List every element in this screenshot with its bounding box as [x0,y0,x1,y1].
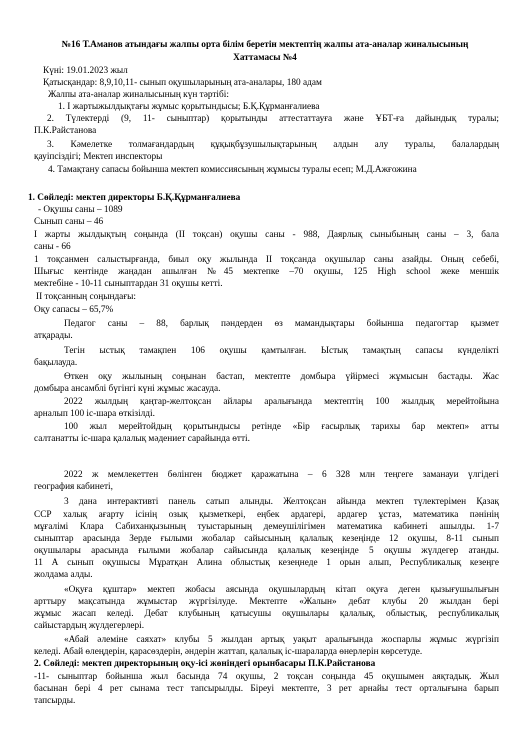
paragraph-cont: Шығыс кентінде жаңадан ашылған №45 мектепке –70 оқушы, 125 High school жеке меншік [34,267,499,277]
paragraph: 2022 ж мемлекеттен бөлінген бюджет қаражатына – 6 328 млн теңгеге заманауи үлгідегі [64,470,499,480]
agenda-item-4: 4. Тамақтану сапасы бойынша мектеп комиссиясының жұмысы туралы есеп; М.Д.Ажғожина [48,165,417,175]
paragraph-cont: арналып 100 іс-шара өткізілді. [34,409,155,419]
paragraph: 3 дана интерактивті панель сатып алынды. Желтоқсан айында мектеп түлектерімен Қазақ [64,497,499,507]
paragraph: І жарты жылдықтың соңында (ІІ тоқсан) оқушы саны - 988, Даярлық сыныбының саны – 3, бала [34,230,499,240]
paragraph-cont: бақылауда. [34,358,78,368]
protocol-title: №16 Т.Аманов атындағы жалпы орта білім беретін мектептің жалпы ата-аналар жиналысының [61,40,469,50]
paragraph-cont: сыныптар арасында Зерде ғылыми жобалар сайысының қалалық кезеңінде 12 оқушы, 8-11 сынып [34,534,499,544]
paragraph-cont: домбыра ансамблі бүгінгі күні жұмыс жасауда. [34,384,221,394]
meeting-date: Күні: 19.01.2023 жыл [43,66,128,76]
agenda-item-2: 2. Түлектерді (9, 11- сыныптар) қорытынды аттестаттауға және ҰБТ-ға дайындық туралы; [47,114,499,124]
paragraph-cont: саны - 66 [34,242,71,252]
paragraph: -11- сыныптар бойынша жыл басында 74 оқушы, 2 тоқсан соңында 45 оқушымен аяқтадық. Жыл [34,672,499,682]
paragraph-cont: 11 А сынып оқушысы Мұратқан Алина облыстық кезеңнеде 1 орын алып, Республикалық кезеңге [34,558,499,568]
agenda-item-3-cont: қауіпсіздігі; Мектеп инспекторы [34,152,163,162]
paragraph-cont: салтанатты іс-шара қалалық мәдениет сарайында өтті. [34,434,250,444]
paragraph: Педагог саны – 88, барлық пәндерден өз мамандықтары бойынша педагогтар қызмет [64,319,499,329]
paragraph: «Абай әлеміне саяхат» клубы 5 жылдан артық уақыт аралығында жоспарлы жұмыс жүргізіп [64,635,499,645]
paragraph-cont: оқушылары арасында ғылыми жобалар сайысында қалалық кезеңінде 5 оқушы жүлдегер атанды. [34,546,499,556]
paragraph: 1 тоқсанмен салыстырғанда, биыл оқу жылында ІІ тоқсанда оқушылар саны азайды. Оның себебі, [34,255,499,265]
paragraph-cont: сайыстардың жүлдегерлері. [34,621,145,631]
agenda-heading: Жалпы ата-аналар жиналысының күн тәртібі: [48,90,229,100]
section-2-heading: 2. Сөйледі: мектеп директорының оқу-ісі жөніндегі орынбасары П.К.Райстанова [34,659,376,669]
quarter-heading: ІІ тоқсанның соңындағы: [36,292,136,302]
agenda-item-3: 3. Кәмелетке толмағандардың құқықбұзушылықтарының алдын алу туралы, балалардың [47,140,499,150]
paragraph: «Оқуға құштар» мектеп жобасы аясында оқушылардың кітап оқуға деген қызығушылығын [64,585,499,595]
paragraph-cont: мұғалімі Клара Сабиханқызының туыстарының демеушілігімен математика кабинеті ашылды. 1-7 [34,522,499,532]
paragraph-cont: арттыру мақсатында жұмыстар жүргізілуде. Мектепте «Жалын» дебат клубы 20 жылдан бері [34,597,499,607]
agenda-item-2-cont: П.К.Райстанова [34,126,97,136]
attendees: Қатысқандар: 8,9,10,11- сынып оқушыларының ата-аналары, 180 адам [43,78,322,88]
student-count: - Оқушы саны – 1089 [38,205,123,215]
paragraph: Өткен оқу жылының соңынан бастап, мектепте домбыра үйірмесі жұмысын бастады. Жас [64,372,499,382]
paragraph-cont: география кабинеті, [34,482,113,492]
paragraph-cont: жолдама алды. [34,570,93,580]
paragraph-cont: ССР халық ағарту ісінің озық қызметкері, еңбек ардагері, ардагер ұстаз, математика пәнінің [34,510,499,520]
paragraph-cont: басынан бері 4 рет сынама тест тапсырылды. Біреуі мектепте, 3 рет арнайы тест орталығына барып [34,684,499,694]
section-1-heading: 1. Сөйледі: мектеп директоры Б.Қ.Құрманғалиева [28,193,241,203]
paragraph-cont: жұмыс жасап келеді. Дебат клубының қатысушы оқушылары қалалық, облыстық, республикалық [34,609,499,619]
paragraph-cont: келеді. Абай өлеңдерін, қарасөздерін, әндерін жаттап, қалалық іс-шараларда өнерлерін көрсетуде. [34,647,423,657]
quality-rate: Оқу сапасы – 65,7% [34,305,114,315]
paragraph: 2022 жылдың қаңтар-желтоқсан айлары аралығында мектептің 100 жылдық мерейтойына [64,397,499,407]
paragraph-cont: мектебіне - 10-11 сыныптардан 31 оқушы кетті. [34,279,223,289]
paragraph: Тегін ыстық тамақпен 106 оқушы қамтылған. Ыстық тамақтың сапасы күнделікті [64,346,499,356]
paragraph-cont: атқарады. [34,331,73,341]
class-count: Сынып саны – 46 [34,217,104,227]
agenda-item-1: 1. І жартыжылдықтағы жұмыс қорытындысы; Б.Қ.Құрманғалиева [58,102,320,112]
protocol-number: Хаттамасы №4 [233,53,297,63]
paragraph-cont: тапсырды. [34,696,76,706]
paragraph: 100 жыл мерейтойдың қорытындысы ретінде «Бір ғасырлық тарихы бар мектеп» атты [64,422,499,432]
